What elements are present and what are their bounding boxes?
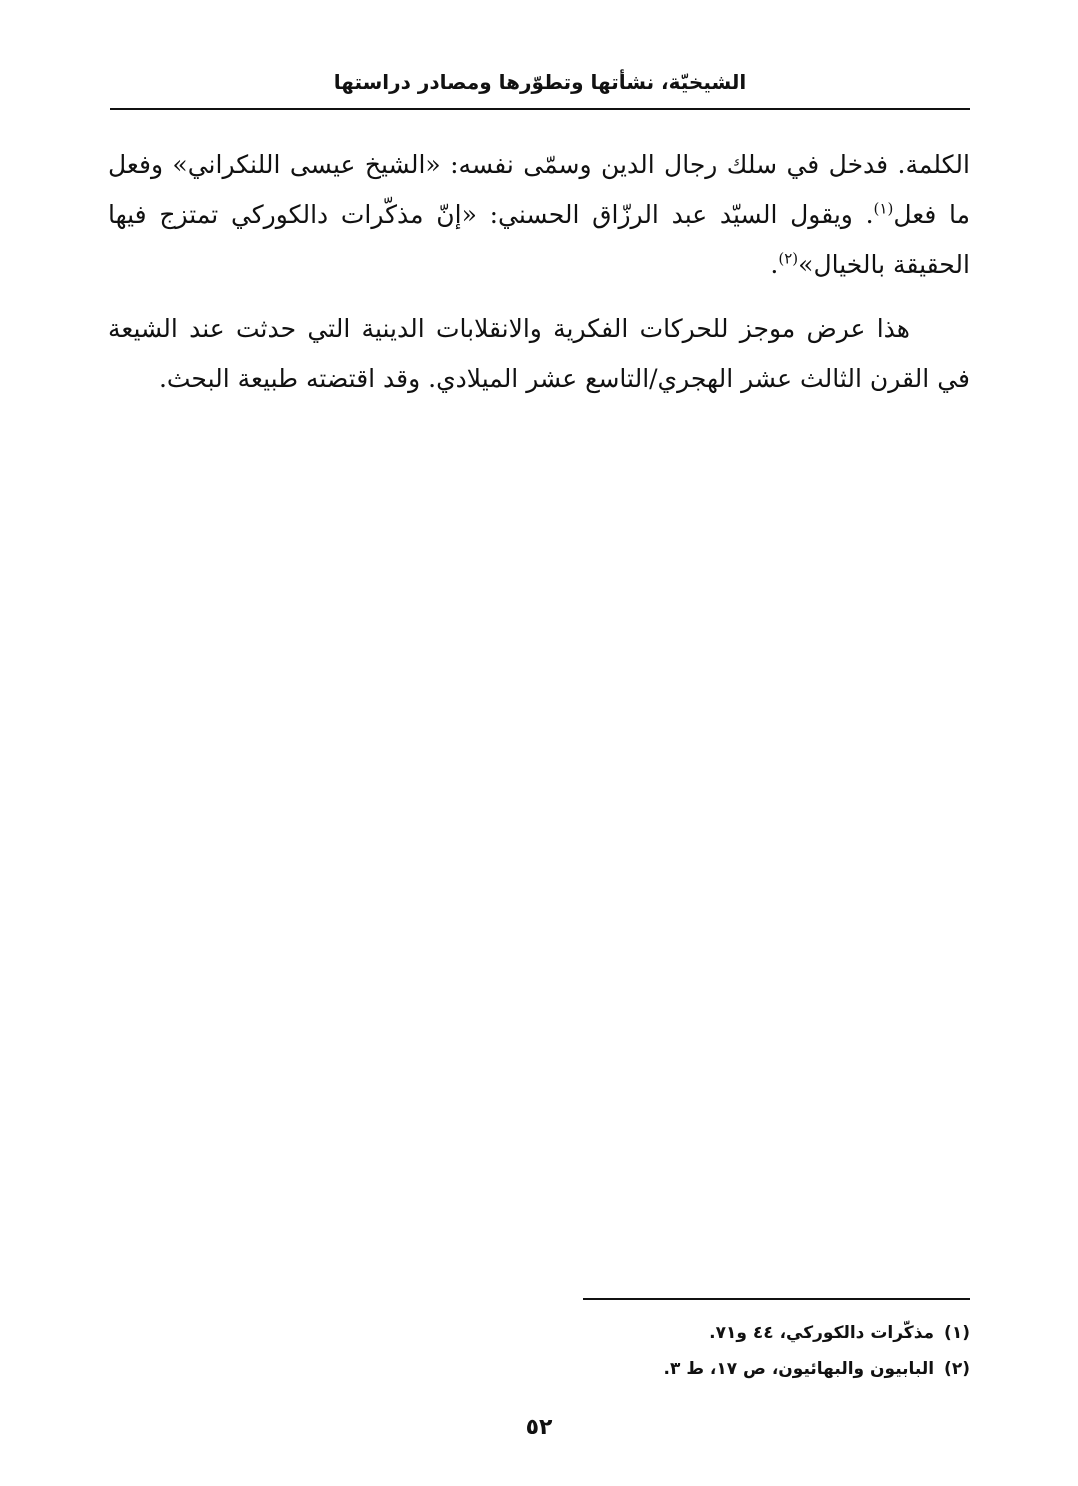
footnote-marker: (١) <box>944 1323 970 1343</box>
footnote-divider <box>583 1298 970 1300</box>
paragraph-1-part-1: الكلمة. فدخل في سلك رجال الدين وسمّى نفسه: «الشيخ عيسى اللنكراني» وفعل ما فعل <box>108 150 970 229</box>
paragraph-1 <box>108 140 970 290</box>
footnote-marker: (٢) <box>944 1359 970 1379</box>
running-header: الشيخيّة، نشأتها وتطوّرها ومصادر دراستها <box>333 70 747 94</box>
footnote-2 <box>500 1351 970 1387</box>
page-number: ٥٢ <box>525 1415 553 1440</box>
footnote-text: مذكّرات دالكوركي، ٤٤ و٧١. <box>709 1323 935 1343</box>
paragraph-1-part-2: . ويقول السيّد عبد الرزّاق الحسني: «إنّ مذكّرات دالكوركي تمتزج فيها الحقيقة بالخيال» <box>108 200 970 279</box>
footnotes <box>500 1315 970 1387</box>
paragraph-1-part-3: . <box>770 250 779 279</box>
footnote-text: البابيون والبهائيون، ص ١٧، ط ٣. <box>663 1359 935 1379</box>
body-text <box>108 140 970 404</box>
footnote-1 <box>500 1315 970 1351</box>
footnote-ref-2: (٢) <box>778 249 799 268</box>
header-divider <box>110 108 970 110</box>
paragraph-2: هذا عرض موجز للحركات الفكرية والانقلابات الدينية التي حدثت عند الشيعة في القرن الثالث عشر الهجري/التاسع عشر الميلادي. وقد اقتضته طبيعة البحث. <box>108 314 970 393</box>
footnote-ref-1: (١) <box>873 199 894 218</box>
